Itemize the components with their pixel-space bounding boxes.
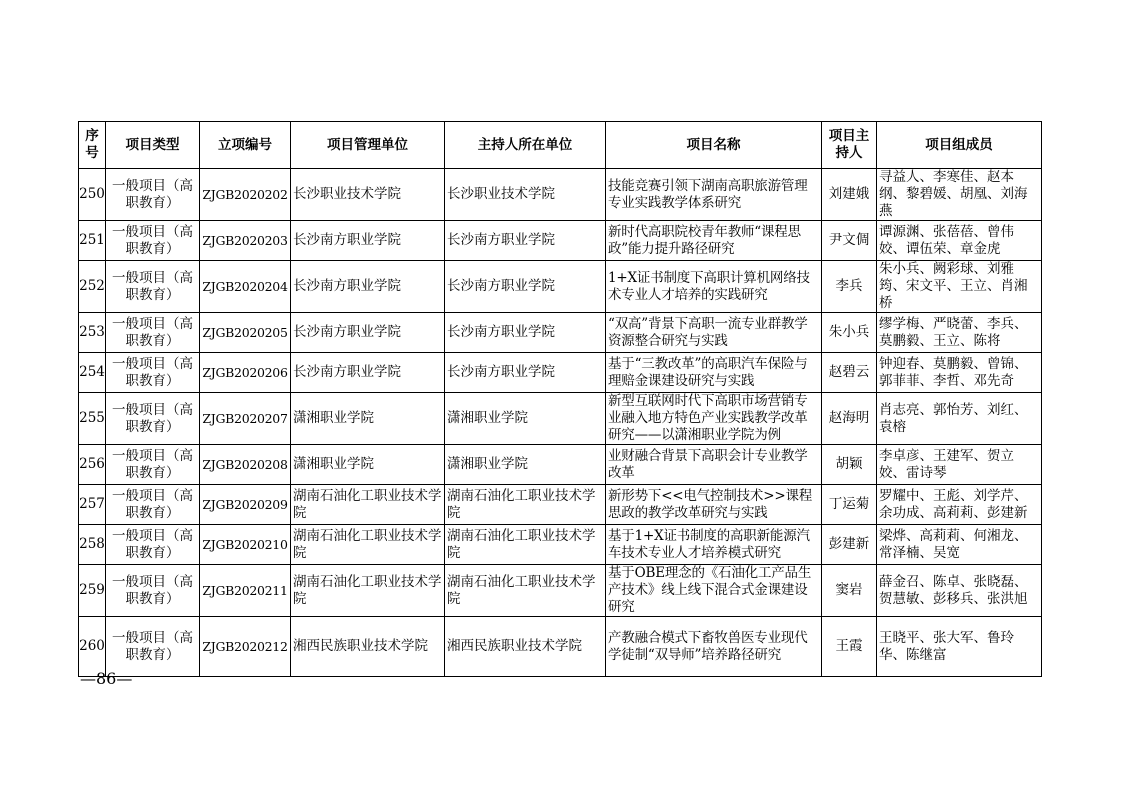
cell-host-unit: 长沙职业技术学院 bbox=[445, 169, 606, 221]
cell-project-name: 基于OBE理念的《石油化工产品生产技术》线上线下混合式金课建设研究 bbox=[606, 565, 822, 617]
cell-host-unit: 长沙南方职业学院 bbox=[445, 221, 606, 261]
cell-members: 王晓平、张大军、鲁玲华、陈继富 bbox=[877, 617, 1042, 677]
cell-host-unit: 湖南石油化工职业技术学院 bbox=[445, 565, 606, 617]
cell-project-name: 1+X证书制度下高职计算机网络技术专业人才培养的实践研究 bbox=[606, 261, 822, 313]
table-row bbox=[79, 169, 1042, 221]
cell-mgmt-unit: 湖南石油化工职业技术学院 bbox=[291, 525, 445, 565]
project-table bbox=[78, 121, 1042, 677]
table-row bbox=[79, 445, 1042, 485]
cell-seq: 258 bbox=[79, 525, 106, 565]
header-mgmt-unit: 项目管理单位 bbox=[291, 122, 445, 169]
table-body bbox=[79, 169, 1042, 677]
cell-type: 一般项目（高职教育） bbox=[106, 221, 200, 261]
cell-seq: 252 bbox=[79, 261, 106, 313]
cell-members: 肖志亮、郭怡芳、刘红、袁榕 bbox=[877, 393, 1042, 445]
cell-mgmt-unit: 长沙南方职业学院 bbox=[291, 261, 445, 313]
cell-host-unit: 湖南石油化工职业技术学院 bbox=[445, 525, 606, 565]
header-members: 项目组成员 bbox=[877, 122, 1042, 169]
cell-leader: 丁运菊 bbox=[822, 485, 877, 525]
cell-members: 谭源渊、张蓓蓓、曾伟姣、谭伍荣、章金虎 bbox=[877, 221, 1042, 261]
cell-host-unit: 长沙南方职业学院 bbox=[445, 313, 606, 353]
cell-mgmt-unit: 湖南石油化工职业技术学院 bbox=[291, 565, 445, 617]
cell-leader: 胡颖 bbox=[822, 445, 877, 485]
cell-project-name: 新形势下<<电气控制技术>>课程思政的教学改革研究与实践 bbox=[606, 485, 822, 525]
cell-seq: 255 bbox=[79, 393, 106, 445]
cell-seq: 257 bbox=[79, 485, 106, 525]
cell-type: 一般项目（高职教育） bbox=[106, 393, 200, 445]
cell-leader: 窦岩 bbox=[822, 565, 877, 617]
cell-leader: 刘建娥 bbox=[822, 169, 877, 221]
table-row bbox=[79, 393, 1042, 445]
table-row bbox=[79, 525, 1042, 565]
table-header-row bbox=[79, 122, 1042, 169]
cell-members: 钟迎春、莫鹏毅、曾锦、郭菲菲、李哲、邓先奇 bbox=[877, 353, 1042, 393]
cell-members: 罗耀中、王彪、刘学芹、余功成、高莉莉、彭建新 bbox=[877, 485, 1042, 525]
cell-mgmt-unit: 长沙南方职业学院 bbox=[291, 221, 445, 261]
table-row bbox=[79, 261, 1042, 313]
cell-host-unit: 湘西民族职业技术学院 bbox=[445, 617, 606, 677]
cell-code: ZJGB2020205 bbox=[200, 313, 291, 353]
header-seq: 序号 bbox=[79, 122, 106, 169]
header-leader: 项目主持人 bbox=[822, 122, 877, 169]
cell-leader: 彭建新 bbox=[822, 525, 877, 565]
cell-code: ZJGB2020212 bbox=[200, 617, 291, 677]
cell-host-unit: 潇湘职业学院 bbox=[445, 393, 606, 445]
cell-code: ZJGB2020211 bbox=[200, 565, 291, 617]
cell-leader: 朱小兵 bbox=[822, 313, 877, 353]
cell-host-unit: 长沙南方职业学院 bbox=[445, 261, 606, 313]
cell-project-name: 新型互联网时代下高职市场营销专业融入地方特色产业实践教学改革研究——以潇湘职业学院为例 bbox=[606, 393, 822, 445]
cell-type: 一般项目（高职教育） bbox=[106, 525, 200, 565]
cell-code: ZJGB2020204 bbox=[200, 261, 291, 313]
cell-project-name: 基于1+X证书制度的高职新能源汽车技术专业人才培养模式研究 bbox=[606, 525, 822, 565]
cell-members: 梁烨、高莉莉、何湘龙、常泽楠、吴宽 bbox=[877, 525, 1042, 565]
header-project-name: 项目名称 bbox=[606, 122, 822, 169]
cell-seq: 256 bbox=[79, 445, 106, 485]
cell-mgmt-unit: 湘西民族职业技术学院 bbox=[291, 617, 445, 677]
cell-members: 薛金召、陈卓、张晓磊、贺慧敏、彭移兵、张洪旭 bbox=[877, 565, 1042, 617]
cell-project-name: 业财融合背景下高职会计专业教学改革 bbox=[606, 445, 822, 485]
cell-seq: 254 bbox=[79, 353, 106, 393]
cell-members: 朱小兵、阙彩球、刘雅筠、宋文平、王立、肖湘桥 bbox=[877, 261, 1042, 313]
cell-code: ZJGB2020202 bbox=[200, 169, 291, 221]
table-row bbox=[79, 353, 1042, 393]
cell-leader: 赵海明 bbox=[822, 393, 877, 445]
table-row bbox=[79, 221, 1042, 261]
cell-type: 一般项目（高职教育） bbox=[106, 485, 200, 525]
cell-leader: 李兵 bbox=[822, 261, 877, 313]
cell-code: ZJGB2020208 bbox=[200, 445, 291, 485]
table-row bbox=[79, 485, 1042, 525]
cell-host-unit: 湖南石油化工职业技术学院 bbox=[445, 485, 606, 525]
cell-mgmt-unit: 潇湘职业学院 bbox=[291, 445, 445, 485]
cell-code: ZJGB2020207 bbox=[200, 393, 291, 445]
header-type: 项目类型 bbox=[106, 122, 200, 169]
cell-type: 一般项目（高职教育） bbox=[106, 169, 200, 221]
header-host-unit: 主持人所在单位 bbox=[445, 122, 606, 169]
cell-mgmt-unit: 潇湘职业学院 bbox=[291, 393, 445, 445]
cell-seq: 259 bbox=[79, 565, 106, 617]
cell-mgmt-unit: 湖南石油化工职业技术学院 bbox=[291, 485, 445, 525]
cell-mgmt-unit: 长沙职业技术学院 bbox=[291, 169, 445, 221]
cell-leader: 尹文倜 bbox=[822, 221, 877, 261]
cell-project-name: 新时代高职院校青年教师“课程思政”能力提升路径研究 bbox=[606, 221, 822, 261]
cell-seq: 250 bbox=[79, 169, 106, 221]
cell-type: 一般项目（高职教育） bbox=[106, 565, 200, 617]
cell-seq: 260 bbox=[79, 617, 106, 677]
page-number: —86— bbox=[80, 669, 133, 688]
cell-seq: 253 bbox=[79, 313, 106, 353]
cell-type: 一般项目（高职教育） bbox=[106, 617, 200, 677]
cell-type: 一般项目（高职教育） bbox=[106, 353, 200, 393]
cell-project-name: 技能竞赛引领下湖南高职旅游管理专业实践教学体系研究 bbox=[606, 169, 822, 221]
cell-members: 李卓彦、王建军、贺立姣、雷诗琴 bbox=[877, 445, 1042, 485]
cell-code: ZJGB2020203 bbox=[200, 221, 291, 261]
cell-code: ZJGB2020209 bbox=[200, 485, 291, 525]
cell-leader: 赵碧云 bbox=[822, 353, 877, 393]
cell-type: 一般项目（高职教育） bbox=[106, 313, 200, 353]
cell-members: 寻益人、李寒佳、赵本纲、黎碧媛、胡凰、刘海燕 bbox=[877, 169, 1042, 221]
cell-leader: 王霞 bbox=[822, 617, 877, 677]
table-row bbox=[79, 313, 1042, 353]
cell-mgmt-unit: 长沙南方职业学院 bbox=[291, 313, 445, 353]
cell-seq: 251 bbox=[79, 221, 106, 261]
cell-mgmt-unit: 长沙南方职业学院 bbox=[291, 353, 445, 393]
cell-type: 一般项目（高职教育） bbox=[106, 445, 200, 485]
cell-project-name: 基于“三教改革”的高职汽车保险与理赔金课建设研究与实践 bbox=[606, 353, 822, 393]
cell-host-unit: 潇湘职业学院 bbox=[445, 445, 606, 485]
cell-host-unit: 长沙南方职业学院 bbox=[445, 353, 606, 393]
table-row bbox=[79, 565, 1042, 617]
table-row bbox=[79, 617, 1042, 677]
header-code: 立项编号 bbox=[200, 122, 291, 169]
cell-project-name: “双高”背景下高职一流专业群教学资源整合研究与实践 bbox=[606, 313, 822, 353]
cell-members: 缪学梅、严晓蕾、李兵、莫鹏毅、王立、陈将 bbox=[877, 313, 1042, 353]
cell-project-name: 产教融合模式下畜牧兽医专业现代学徒制“双导师”培养路径研究 bbox=[606, 617, 822, 677]
cell-code: ZJGB2020210 bbox=[200, 525, 291, 565]
cell-type: 一般项目（高职教育） bbox=[106, 261, 200, 313]
cell-code: ZJGB2020206 bbox=[200, 353, 291, 393]
